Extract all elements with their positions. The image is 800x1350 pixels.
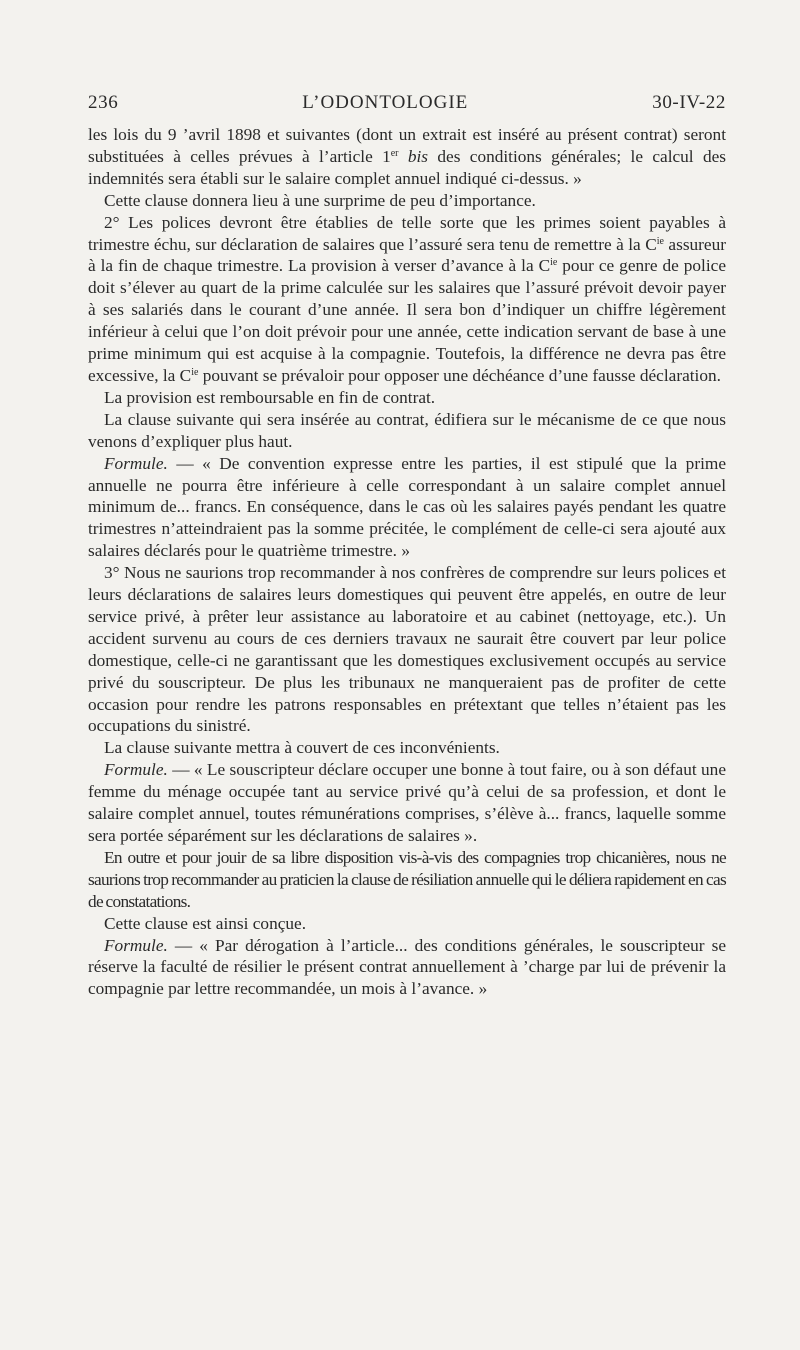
paragraph-11: Cette clause est ainsi conçue. [104,913,307,933]
paragraph-3: 2° Les polices devront être établies de telle sorte que les primes soient payables à trimestre échu, sur déclaration de salaires que l’assuré sera tenu de remettre à la $C^{ie}$ assureur à la fin de chaque trimestre. La provision à verser d’avance à la $C^{ie}$ pour ce genre de police doit s’élever au quart de la prime calculée sur les salaires que l’assuré prévoit devoir payer à ses salariés dans le courant d’une année. Il sera bon d’indiquer un chiffre légèrement inférieur à celui que l’on doit prévoir pour une année, cette indication servant de base à une prime minimum qui est acquise à la compagnie. Toutefois, la différence ne devra pas être excessive, la $C^{ie}$ pouvant se prévaloir pour opposer une déchéance d’une fausse déclaration. [88,212,727,385]
paragraph-12: Formule. — « Par dérogation à l’article... des conditions générales, le souscripteur se réserve la faculté de résilier le présent contrat annuellement à ’charge par lui de prévenir la compagnie par lettre recommandée, un mois à l’avance. » [88,935,726,999]
page-number: 236 [88,92,119,113]
paragraph-2: Cette clause donnera lieu à une surprime de peu d’importance. [104,190,536,210]
paragraph-5: La clause suivante qui sera insérée au contrat, édifiera sur le mécanisme de ce que nous venons d’expliquer plus haut. [88,409,726,451]
issue-date: 30-IV-22 [652,92,726,113]
paragraph-1: les lois du 9 ’avril 1898 et suivantes (dont un extrait est inséré au présent contrat) seront substituées à celles prévues à l’article 1er bis des conditions générales; le calcul des indemnités sera établi sur le salaire complet annuel indiqué ci-dessus. » [88,125,726,188]
paragraph-6: Formule. — « De convention expresse entre les parties, il est stipulé que la prime annuelle ne pourra être inférieure à celle correspondant à un salaire complet annuel minimum de... francs. En conséquence, dans le cas où les salaires payés pendant les quatre trimestres n’atteindraient pas la somme précitée, le complément de celle-ci sera ajouté aux salaires déclarés pour le quatrième trimestre. » [88,453,726,561]
paragraph-4: La provision est remboursable en fin de contrat. [104,387,436,407]
page-body [88,124,726,1000]
paragraph-10: En outre et pour jouir de sa libre disposition vis-à-vis des compagnies trop chicanières, nous ne saurions trop recommander au praticien la clause de résiliation annuelle qui le déliera rapidement en cas de constatations. [88,847,726,911]
paragraph-7: 3° Nous ne saurions trop recommander à nos confrères de comprendre sur leurs polices et leurs déclarations de salaires leurs domestiques qui peuvent être appelés, en outre de leur service privé, à prêter leur assistance au laboratoire et au cabinet (nettoyage, etc.). Un accident survenu au cours de ces derniers travaux ne saurait être couvert par leur police domestique, celle-ci ne garantissant que les domestiques exclusivement occupés au service privé du souscripteur. De plus les tribunaux ne manqueraient pas de profiter de cette occasion pour rendre les patrons responsables en prétextant que telles n’étaient pas les occupations du sinistré. [88,563,726,736]
journal-title: L’ODONTOLOGIE [302,92,469,113]
paragraph-9: Formule. — « Le souscripteur déclare occuper une bonne à tout faire, ou à son défaut une femme du ménage occupée tant au service privé qu’à celui de sa profession, et dont le salaire complet annuel, toutes rémunérations comprises, s’élève à... francs, laquelle somme sera portée séparément sur les déclarations de salaires ». [88,760,726,845]
paragraph-8: La clause suivante mettra à couvert de ces inconvénients. [104,738,500,758]
running-header [88,92,726,122]
